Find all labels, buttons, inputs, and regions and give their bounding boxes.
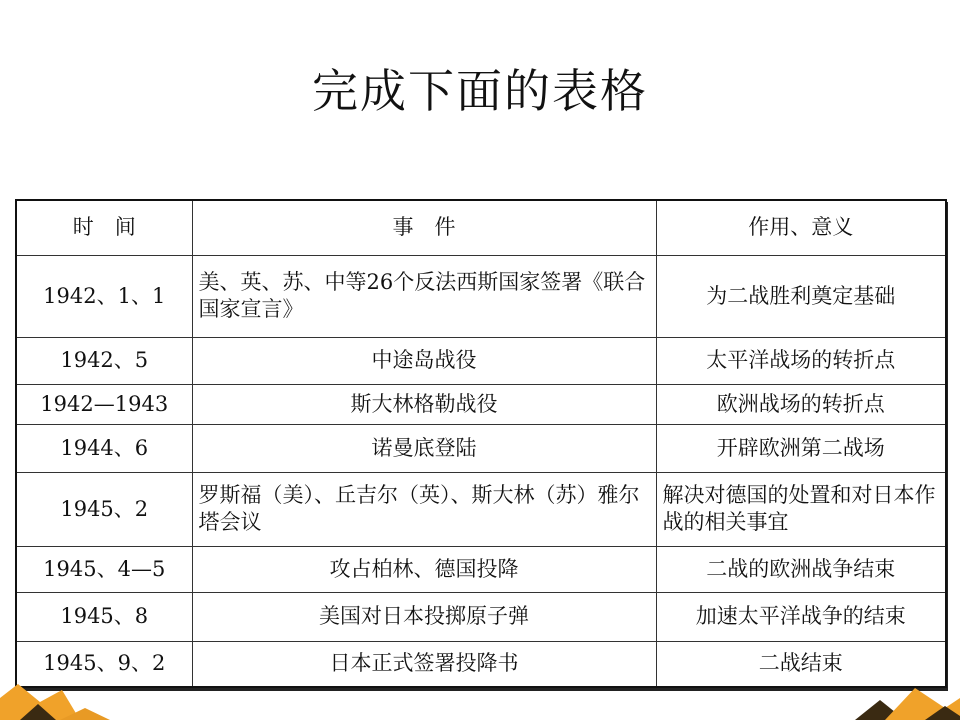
cell-time: 1945、4—5 (16, 546, 192, 592)
cell-time: 1945、2 (16, 472, 192, 546)
cell-event: 日本正式签署投降书 (192, 641, 656, 687)
page-title: 完成下面的表格 (312, 64, 648, 118)
header-time: 时 间 (16, 200, 192, 255)
cell-meaning: 太平洋战场的转折点 (656, 337, 946, 384)
table-row (16, 472, 946, 546)
history-table-container (15, 199, 945, 688)
cell-time: 1945、9、2 (16, 641, 192, 687)
table-row (16, 592, 946, 641)
table-row (16, 546, 946, 592)
table-row (16, 384, 946, 424)
cell-event: 斯大林格勒战役 (192, 384, 656, 424)
cell-event: 罗斯福（美）、丘吉尔（英）、斯大林（苏）雅尔塔会议 (192, 472, 656, 546)
cell-meaning: 二战的欧洲战争结束 (656, 546, 946, 592)
header-event: 事 件 (192, 200, 656, 255)
table-header-row (16, 200, 946, 255)
cell-meaning: 为二战胜利奠定基础 (656, 255, 946, 337)
cell-time: 1942、1、1 (16, 255, 192, 337)
cell-meaning: 加速太平洋战争的结束 (656, 592, 946, 641)
cell-meaning: 开辟欧洲第二战场 (656, 424, 946, 472)
table-row (16, 424, 946, 472)
cell-meaning: 二战结束 (656, 641, 946, 687)
table-row (16, 255, 946, 337)
cell-event: 攻占柏林、德国投降 (192, 546, 656, 592)
cell-event: 美、英、苏、中等26个反法西斯国家签署《联合国家宣言》 (192, 255, 656, 337)
cell-time: 1942、5 (16, 337, 192, 384)
cell-event: 中途岛战役 (192, 337, 656, 384)
cell-event: 美国对日本投掷原子弹 (192, 592, 656, 641)
cell-time: 1945、8 (16, 592, 192, 641)
table-row (16, 337, 946, 384)
cell-event: 诺曼底登陆 (192, 424, 656, 472)
history-table (15, 199, 947, 688)
cell-meaning: 解决对德国的处置和对日本作战的相关事宜 (656, 472, 946, 546)
cell-time: 1942—1943 (16, 384, 192, 424)
header-meaning: 作用、意义 (656, 200, 946, 255)
bottom-decoration (0, 680, 960, 720)
cell-meaning: 欧洲战场的转折点 (656, 384, 946, 424)
cell-time: 1944、6 (16, 424, 192, 472)
